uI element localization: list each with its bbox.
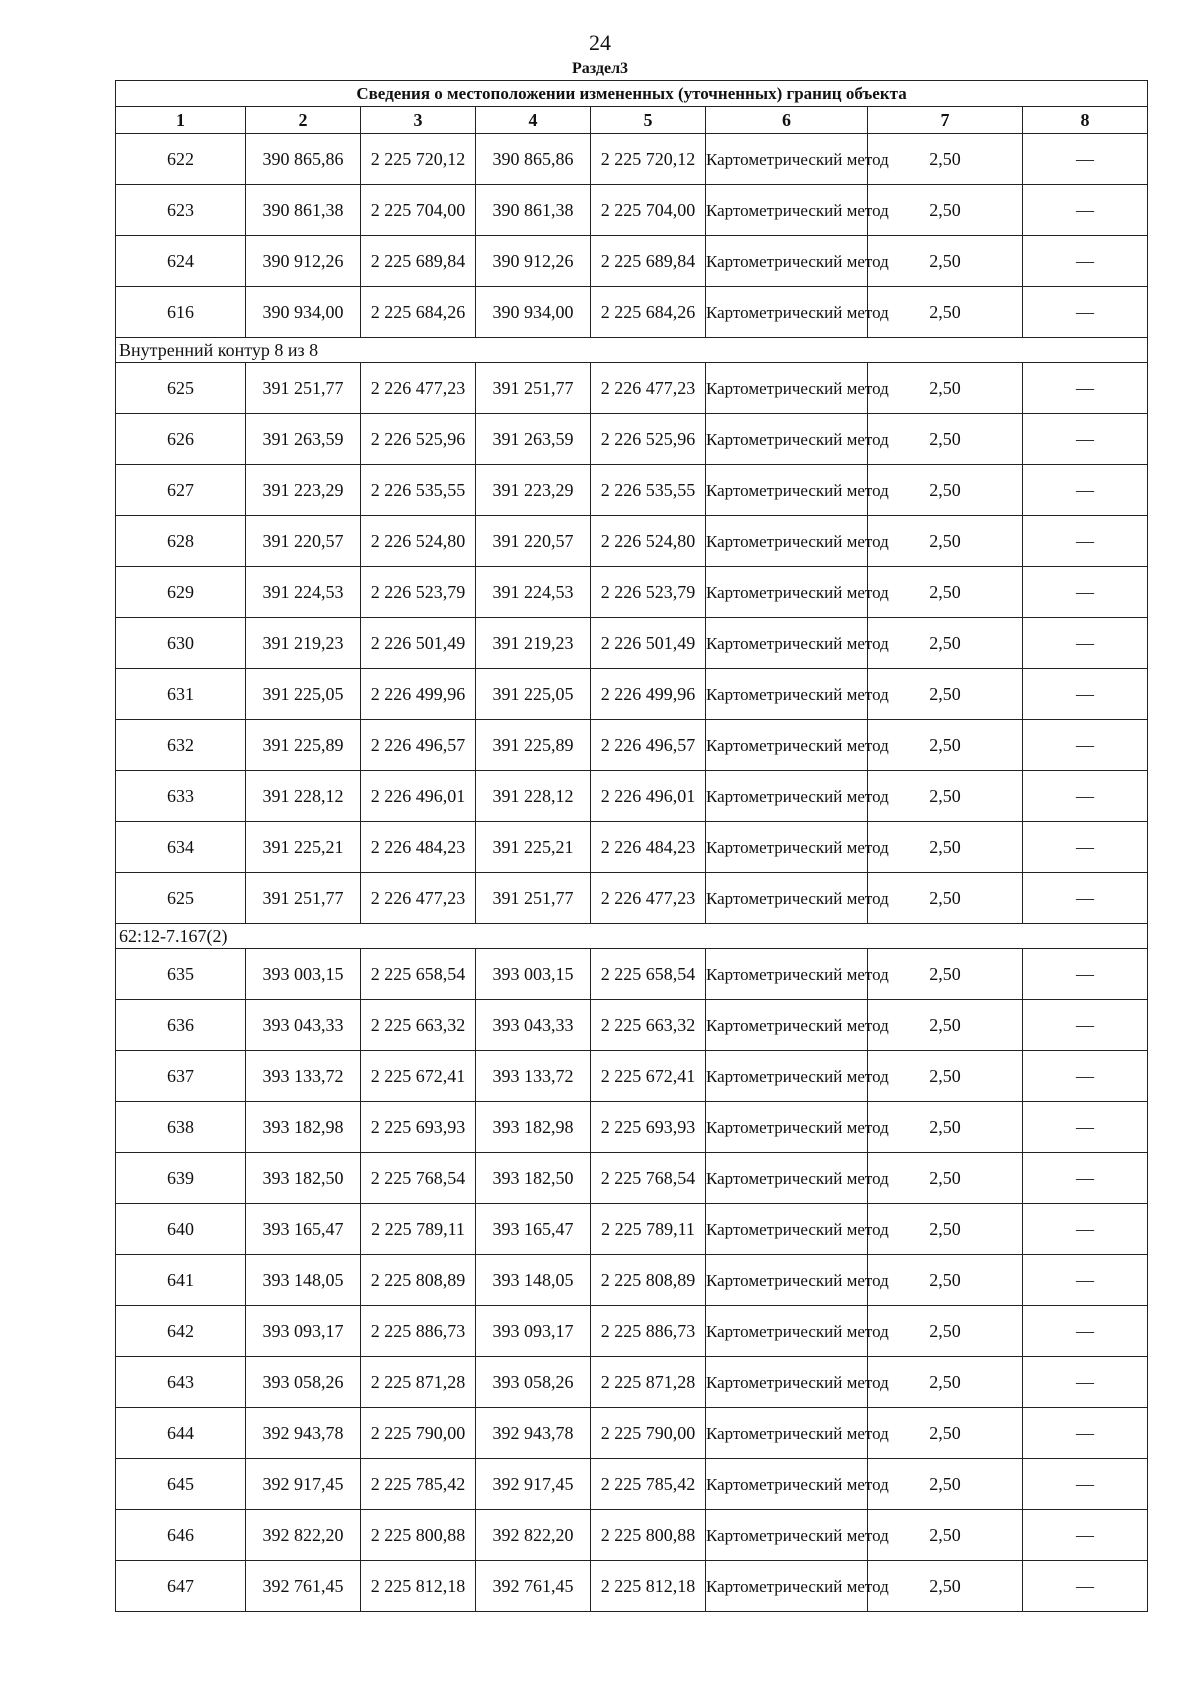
description-cell: — xyxy=(1023,185,1148,236)
method-cell: Картометрический метод xyxy=(706,618,868,669)
y-existing-cell: 2 225 658,54 xyxy=(361,949,476,1000)
x-refined-cell: 391 263,59 xyxy=(476,414,591,465)
description-cell: — xyxy=(1023,287,1148,338)
x-existing-cell: 393 165,47 xyxy=(246,1204,361,1255)
method-cell: Картометрический метод xyxy=(706,414,868,465)
accuracy-cell: 2,50 xyxy=(868,1408,1023,1459)
y-existing-cell: 2 225 689,84 xyxy=(361,236,476,287)
y-existing-cell: 2 226 535,55 xyxy=(361,465,476,516)
point-number-cell: 634 xyxy=(116,822,246,873)
x-existing-cell: 391 228,12 xyxy=(246,771,361,822)
column-header: 8 xyxy=(1023,107,1148,134)
table-row xyxy=(116,1255,1148,1306)
description-cell: — xyxy=(1023,822,1148,873)
description-cell: — xyxy=(1023,1000,1148,1051)
y-refined-cell: 2 226 535,55 xyxy=(591,465,706,516)
point-number-cell: 631 xyxy=(116,669,246,720)
column-header: 4 xyxy=(476,107,591,134)
column-header: 3 xyxy=(361,107,476,134)
table-row xyxy=(116,185,1148,236)
accuracy-cell: 2,50 xyxy=(868,1255,1023,1306)
x-existing-cell: 391 225,21 xyxy=(246,822,361,873)
table-row xyxy=(116,771,1148,822)
x-existing-cell: 393 182,50 xyxy=(246,1153,361,1204)
y-refined-cell: 2 225 720,12 xyxy=(591,134,706,185)
x-existing-cell: 391 224,53 xyxy=(246,567,361,618)
y-existing-cell: 2 226 477,23 xyxy=(361,873,476,924)
y-existing-cell: 2 225 704,00 xyxy=(361,185,476,236)
accuracy-cell: 2,50 xyxy=(868,134,1023,185)
y-existing-cell: 2 225 812,18 xyxy=(361,1561,476,1612)
y-existing-cell: 2 225 785,42 xyxy=(361,1459,476,1510)
y-refined-cell: 2 225 704,00 xyxy=(591,185,706,236)
point-number-cell: 636 xyxy=(116,1000,246,1051)
boundary-coordinates-table xyxy=(115,80,1148,1612)
table-row xyxy=(116,1051,1148,1102)
point-number-cell: 624 xyxy=(116,236,246,287)
x-existing-cell: 392 761,45 xyxy=(246,1561,361,1612)
x-existing-cell: 391 225,89 xyxy=(246,720,361,771)
table-row xyxy=(116,949,1148,1000)
y-existing-cell: 2 226 477,23 xyxy=(361,363,476,414)
x-refined-cell: 390 865,86 xyxy=(476,134,591,185)
method-cell: Картометрический метод xyxy=(706,1510,868,1561)
x-refined-cell: 392 761,45 xyxy=(476,1561,591,1612)
y-refined-cell: 2 225 886,73 xyxy=(591,1306,706,1357)
x-existing-cell: 393 133,72 xyxy=(246,1051,361,1102)
y-refined-cell: 2 225 658,54 xyxy=(591,949,706,1000)
x-refined-cell: 392 917,45 xyxy=(476,1459,591,1510)
x-refined-cell: 393 093,17 xyxy=(476,1306,591,1357)
x-existing-cell: 393 043,33 xyxy=(246,1000,361,1051)
description-cell: — xyxy=(1023,1459,1148,1510)
accuracy-cell: 2,50 xyxy=(868,618,1023,669)
description-cell: — xyxy=(1023,669,1148,720)
accuracy-cell: 2,50 xyxy=(868,465,1023,516)
y-existing-cell: 2 225 790,00 xyxy=(361,1408,476,1459)
point-number-cell: 623 xyxy=(116,185,246,236)
accuracy-cell: 2,50 xyxy=(868,1153,1023,1204)
description-cell: — xyxy=(1023,1153,1148,1204)
method-cell: Картометрический метод xyxy=(706,1204,868,1255)
table-row xyxy=(116,567,1148,618)
description-cell: — xyxy=(1023,236,1148,287)
description-cell: — xyxy=(1023,1306,1148,1357)
description-cell: — xyxy=(1023,414,1148,465)
point-number-cell: 647 xyxy=(116,1561,246,1612)
y-refined-cell: 2 225 684,26 xyxy=(591,287,706,338)
table-row xyxy=(116,134,1148,185)
y-refined-cell: 2 226 499,96 xyxy=(591,669,706,720)
y-existing-cell: 2 225 800,88 xyxy=(361,1510,476,1561)
accuracy-cell: 2,50 xyxy=(868,822,1023,873)
x-refined-cell: 391 224,53 xyxy=(476,567,591,618)
x-refined-cell: 391 225,89 xyxy=(476,720,591,771)
y-existing-cell: 2 225 871,28 xyxy=(361,1357,476,1408)
column-header: 5 xyxy=(591,107,706,134)
description-cell: — xyxy=(1023,465,1148,516)
y-refined-cell: 2 226 525,96 xyxy=(591,414,706,465)
accuracy-cell: 2,50 xyxy=(868,414,1023,465)
accuracy-cell: 2,50 xyxy=(868,363,1023,414)
y-refined-cell: 2 226 477,23 xyxy=(591,873,706,924)
accuracy-cell: 2,50 xyxy=(868,1306,1023,1357)
y-existing-cell: 2 226 525,96 xyxy=(361,414,476,465)
x-existing-cell: 391 251,77 xyxy=(246,873,361,924)
y-refined-cell: 2 225 689,84 xyxy=(591,236,706,287)
contour-label: 62:12-7.167(2) xyxy=(116,924,1148,949)
x-existing-cell: 391 263,59 xyxy=(246,414,361,465)
point-number-cell: 625 xyxy=(116,873,246,924)
method-cell: Картометрический метод xyxy=(706,1051,868,1102)
table-row xyxy=(116,414,1148,465)
x-existing-cell: 390 934,00 xyxy=(246,287,361,338)
table-caption: Сведения о местоположении измененных (уточненных) границ объекта xyxy=(116,81,1148,107)
y-existing-cell: 2 226 524,80 xyxy=(361,516,476,567)
y-refined-cell: 2 225 790,00 xyxy=(591,1408,706,1459)
point-number-cell: 643 xyxy=(116,1357,246,1408)
method-cell: Картометрический метод xyxy=(706,236,868,287)
table-row xyxy=(116,618,1148,669)
description-cell: — xyxy=(1023,618,1148,669)
point-number-cell: 646 xyxy=(116,1510,246,1561)
section-title: Раздел3 xyxy=(571,60,629,77)
description-cell: — xyxy=(1023,1357,1148,1408)
point-number-cell: 616 xyxy=(116,287,246,338)
accuracy-cell: 2,50 xyxy=(868,567,1023,618)
x-existing-cell: 391 251,77 xyxy=(246,363,361,414)
method-cell: Картометрический метод xyxy=(706,1102,868,1153)
column-header: 7 xyxy=(868,107,1023,134)
y-existing-cell: 2 225 693,93 xyxy=(361,1102,476,1153)
table-row xyxy=(116,363,1148,414)
accuracy-cell: 2,50 xyxy=(868,287,1023,338)
x-existing-cell: 391 220,57 xyxy=(246,516,361,567)
point-number-cell: 633 xyxy=(116,771,246,822)
x-existing-cell: 393 148,05 xyxy=(246,1255,361,1306)
point-number-cell: 622 xyxy=(116,134,246,185)
point-number-cell: 635 xyxy=(116,949,246,1000)
point-number-cell: 628 xyxy=(116,516,246,567)
accuracy-cell: 2,50 xyxy=(868,771,1023,822)
method-cell: Картометрический метод xyxy=(706,669,868,720)
x-refined-cell: 391 223,29 xyxy=(476,465,591,516)
y-refined-cell: 2 226 523,79 xyxy=(591,567,706,618)
table-row xyxy=(116,1357,1148,1408)
x-refined-cell: 391 251,77 xyxy=(476,363,591,414)
y-refined-cell: 2 225 789,11 xyxy=(591,1204,706,1255)
table-row xyxy=(116,720,1148,771)
table-row xyxy=(116,1102,1148,1153)
table-row xyxy=(116,822,1148,873)
method-cell: Картометрический метод xyxy=(706,134,868,185)
y-existing-cell: 2 225 663,32 xyxy=(361,1000,476,1051)
x-refined-cell: 391 219,23 xyxy=(476,618,591,669)
x-refined-cell: 393 043,33 xyxy=(476,1000,591,1051)
method-cell: Картометрический метод xyxy=(706,1255,868,1306)
y-refined-cell: 2 225 672,41 xyxy=(591,1051,706,1102)
x-refined-cell: 393 003,15 xyxy=(476,949,591,1000)
point-number-cell: 644 xyxy=(116,1408,246,1459)
accuracy-cell: 2,50 xyxy=(868,1000,1023,1051)
description-cell: — xyxy=(1023,567,1148,618)
x-refined-cell: 391 225,05 xyxy=(476,669,591,720)
accuracy-cell: 2,50 xyxy=(868,669,1023,720)
description-cell: — xyxy=(1023,516,1148,567)
y-existing-cell: 2 226 484,23 xyxy=(361,822,476,873)
method-cell: Картометрический метод xyxy=(706,822,868,873)
description-cell: — xyxy=(1023,1204,1148,1255)
column-header-row xyxy=(116,107,1148,134)
method-cell: Картометрический метод xyxy=(706,1459,868,1510)
description-cell: — xyxy=(1023,363,1148,414)
method-cell: Картометрический метод xyxy=(706,1306,868,1357)
method-cell: Картометрический метод xyxy=(706,1408,868,1459)
point-number-cell: 642 xyxy=(116,1306,246,1357)
x-refined-cell: 391 251,77 xyxy=(476,873,591,924)
x-existing-cell: 393 003,15 xyxy=(246,949,361,1000)
y-refined-cell: 2 226 484,23 xyxy=(591,822,706,873)
method-cell: Картометрический метод xyxy=(706,949,868,1000)
table-row xyxy=(116,465,1148,516)
method-cell: Картометрический метод xyxy=(706,1153,868,1204)
y-existing-cell: 2 225 808,89 xyxy=(361,1255,476,1306)
contour-label-row xyxy=(116,924,1148,949)
description-cell: — xyxy=(1023,720,1148,771)
table-row xyxy=(116,1306,1148,1357)
table-caption-row xyxy=(116,81,1148,107)
point-number-cell: 639 xyxy=(116,1153,246,1204)
y-refined-cell: 2 225 785,42 xyxy=(591,1459,706,1510)
x-refined-cell: 393 182,50 xyxy=(476,1153,591,1204)
y-refined-cell: 2 225 693,93 xyxy=(591,1102,706,1153)
y-existing-cell: 2 226 499,96 xyxy=(361,669,476,720)
method-cell: Картометрический метод xyxy=(706,1000,868,1051)
method-cell: Картометрический метод xyxy=(706,465,868,516)
description-cell: — xyxy=(1023,1408,1148,1459)
accuracy-cell: 2,50 xyxy=(868,185,1023,236)
x-existing-cell: 391 219,23 xyxy=(246,618,361,669)
x-refined-cell: 390 861,38 xyxy=(476,185,591,236)
x-existing-cell: 393 058,26 xyxy=(246,1357,361,1408)
y-refined-cell: 2 226 501,49 xyxy=(591,618,706,669)
point-number-cell: 626 xyxy=(116,414,246,465)
method-cell: Картометрический метод xyxy=(706,771,868,822)
method-cell: Картометрический метод xyxy=(706,720,868,771)
y-existing-cell: 2 225 684,26 xyxy=(361,287,476,338)
y-refined-cell: 2 225 800,88 xyxy=(591,1510,706,1561)
x-refined-cell: 392 822,20 xyxy=(476,1510,591,1561)
y-refined-cell: 2 225 812,18 xyxy=(591,1561,706,1612)
x-existing-cell: 392 822,20 xyxy=(246,1510,361,1561)
point-number-cell: 645 xyxy=(116,1459,246,1510)
table-row xyxy=(116,236,1148,287)
method-cell: Картометрический метод xyxy=(706,1561,868,1612)
accuracy-cell: 2,50 xyxy=(868,1051,1023,1102)
x-refined-cell: 391 228,12 xyxy=(476,771,591,822)
x-refined-cell: 392 943,78 xyxy=(476,1408,591,1459)
description-cell: — xyxy=(1023,1051,1148,1102)
y-refined-cell: 2 226 496,57 xyxy=(591,720,706,771)
accuracy-cell: 2,50 xyxy=(868,1204,1023,1255)
description-cell: — xyxy=(1023,1510,1148,1561)
point-number-cell: 637 xyxy=(116,1051,246,1102)
x-existing-cell: 390 861,38 xyxy=(246,185,361,236)
y-refined-cell: 2 226 524,80 xyxy=(591,516,706,567)
y-existing-cell: 2 225 789,11 xyxy=(361,1204,476,1255)
y-existing-cell: 2 225 886,73 xyxy=(361,1306,476,1357)
method-cell: Картометрический метод xyxy=(706,1357,868,1408)
description-cell: — xyxy=(1023,1255,1148,1306)
x-refined-cell: 393 058,26 xyxy=(476,1357,591,1408)
point-number-cell: 629 xyxy=(116,567,246,618)
table-row xyxy=(116,669,1148,720)
y-existing-cell: 2 225 672,41 xyxy=(361,1051,476,1102)
x-existing-cell: 392 917,45 xyxy=(246,1459,361,1510)
column-header: 6 xyxy=(706,107,868,134)
method-cell: Картометрический метод xyxy=(706,873,868,924)
table-row xyxy=(116,1561,1148,1612)
y-refined-cell: 2 226 477,23 xyxy=(591,363,706,414)
accuracy-cell: 2,50 xyxy=(868,1102,1023,1153)
x-refined-cell: 390 912,26 xyxy=(476,236,591,287)
x-refined-cell: 391 220,57 xyxy=(476,516,591,567)
method-cell: Картометрический метод xyxy=(706,516,868,567)
table-row xyxy=(116,1459,1148,1510)
x-existing-cell: 391 225,05 xyxy=(246,669,361,720)
table-row xyxy=(116,1000,1148,1051)
table-row xyxy=(116,1153,1148,1204)
y-existing-cell: 2 226 501,49 xyxy=(361,618,476,669)
accuracy-cell: 2,50 xyxy=(868,873,1023,924)
y-refined-cell: 2 225 808,89 xyxy=(591,1255,706,1306)
accuracy-cell: 2,50 xyxy=(868,516,1023,567)
x-refined-cell: 391 225,21 xyxy=(476,822,591,873)
x-existing-cell: 393 093,17 xyxy=(246,1306,361,1357)
x-refined-cell: 393 148,05 xyxy=(476,1255,591,1306)
accuracy-cell: 2,50 xyxy=(868,1561,1023,1612)
table-row xyxy=(116,1408,1148,1459)
y-refined-cell: 2 225 768,54 xyxy=(591,1153,706,1204)
method-cell: Картометрический метод xyxy=(706,363,868,414)
page-number: 24 xyxy=(589,30,611,55)
point-number-cell: 632 xyxy=(116,720,246,771)
x-existing-cell: 391 223,29 xyxy=(246,465,361,516)
description-cell: — xyxy=(1023,771,1148,822)
x-refined-cell: 393 182,98 xyxy=(476,1102,591,1153)
table-body xyxy=(116,134,1148,1612)
x-refined-cell: 393 165,47 xyxy=(476,1204,591,1255)
point-number-cell: 627 xyxy=(116,465,246,516)
accuracy-cell: 2,50 xyxy=(868,1510,1023,1561)
y-refined-cell: 2 226 496,01 xyxy=(591,771,706,822)
y-existing-cell: 2 225 768,54 xyxy=(361,1153,476,1204)
description-cell: — xyxy=(1023,1561,1148,1612)
point-number-cell: 641 xyxy=(116,1255,246,1306)
y-existing-cell: 2 226 496,57 xyxy=(361,720,476,771)
contour-label: Внутренний контур 8 из 8 xyxy=(116,338,1148,363)
y-refined-cell: 2 225 663,32 xyxy=(591,1000,706,1051)
description-cell: — xyxy=(1023,1102,1148,1153)
accuracy-cell: 2,50 xyxy=(868,949,1023,1000)
x-existing-cell: 390 912,26 xyxy=(246,236,361,287)
y-refined-cell: 2 225 871,28 xyxy=(591,1357,706,1408)
point-number-cell: 625 xyxy=(116,363,246,414)
y-existing-cell: 2 226 496,01 xyxy=(361,771,476,822)
column-header: 2 xyxy=(246,107,361,134)
accuracy-cell: 2,50 xyxy=(868,1459,1023,1510)
x-existing-cell: 392 943,78 xyxy=(246,1408,361,1459)
point-number-cell: 630 xyxy=(116,618,246,669)
x-existing-cell: 390 865,86 xyxy=(246,134,361,185)
point-number-cell: 640 xyxy=(116,1204,246,1255)
column-header: 1 xyxy=(116,107,246,134)
method-cell: Картометрический метод xyxy=(706,185,868,236)
point-number-cell: 638 xyxy=(116,1102,246,1153)
description-cell: — xyxy=(1023,873,1148,924)
accuracy-cell: 2,50 xyxy=(868,720,1023,771)
contour-label-row xyxy=(116,338,1148,363)
x-existing-cell: 393 182,98 xyxy=(246,1102,361,1153)
accuracy-cell: 2,50 xyxy=(868,1357,1023,1408)
table-row xyxy=(116,873,1148,924)
method-cell: Картометрический метод xyxy=(706,287,868,338)
y-existing-cell: 2 226 523,79 xyxy=(361,567,476,618)
method-cell: Картометрический метод xyxy=(706,567,868,618)
accuracy-cell: 2,50 xyxy=(868,236,1023,287)
table-row xyxy=(116,1510,1148,1561)
description-cell: — xyxy=(1023,134,1148,185)
y-existing-cell: 2 225 720,12 xyxy=(361,134,476,185)
x-refined-cell: 390 934,00 xyxy=(476,287,591,338)
x-refined-cell: 393 133,72 xyxy=(476,1051,591,1102)
table-row xyxy=(116,1204,1148,1255)
table-row xyxy=(116,516,1148,567)
table-row xyxy=(116,287,1148,338)
description-cell: — xyxy=(1023,949,1148,1000)
